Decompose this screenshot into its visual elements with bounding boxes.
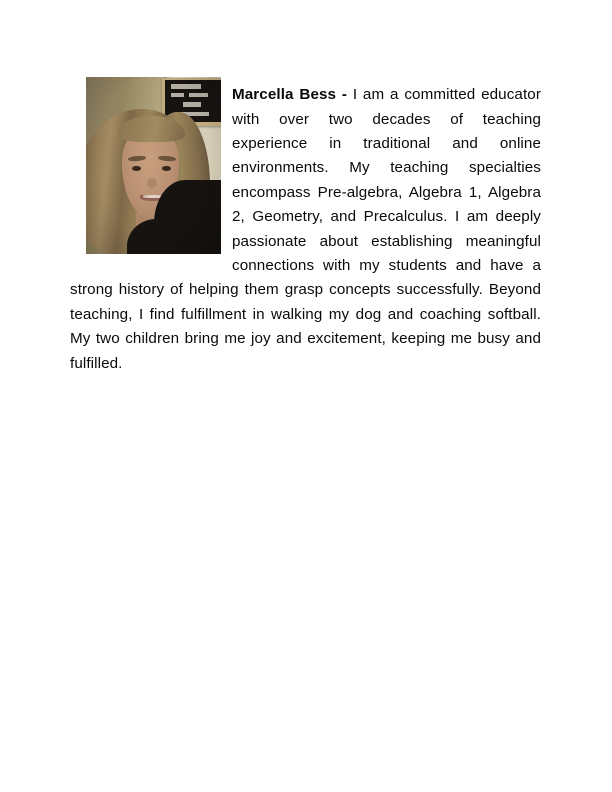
portrait-photo [86,77,221,254]
bio-body-text: I am a committed educator with over two decades of teaching experience in traditional and online environments. My teaching specialties encompass Pre-algebra, Algebra 1, Algebra 2, Geometry, and Precalculus. I am deeply passionate about establishing meaningful connections with my students and have a strong history of helping them grasp concepts successfully. Beyond teaching, I find fulfillment in walking my dog and coaching softball. My two children bring me joy and excitement, keeping me busy and fulfilled. [70,86,541,372]
photo-vignette [86,77,221,254]
bio-name: Marcella Bess - [232,86,348,104]
bio-block [70,68,541,391]
